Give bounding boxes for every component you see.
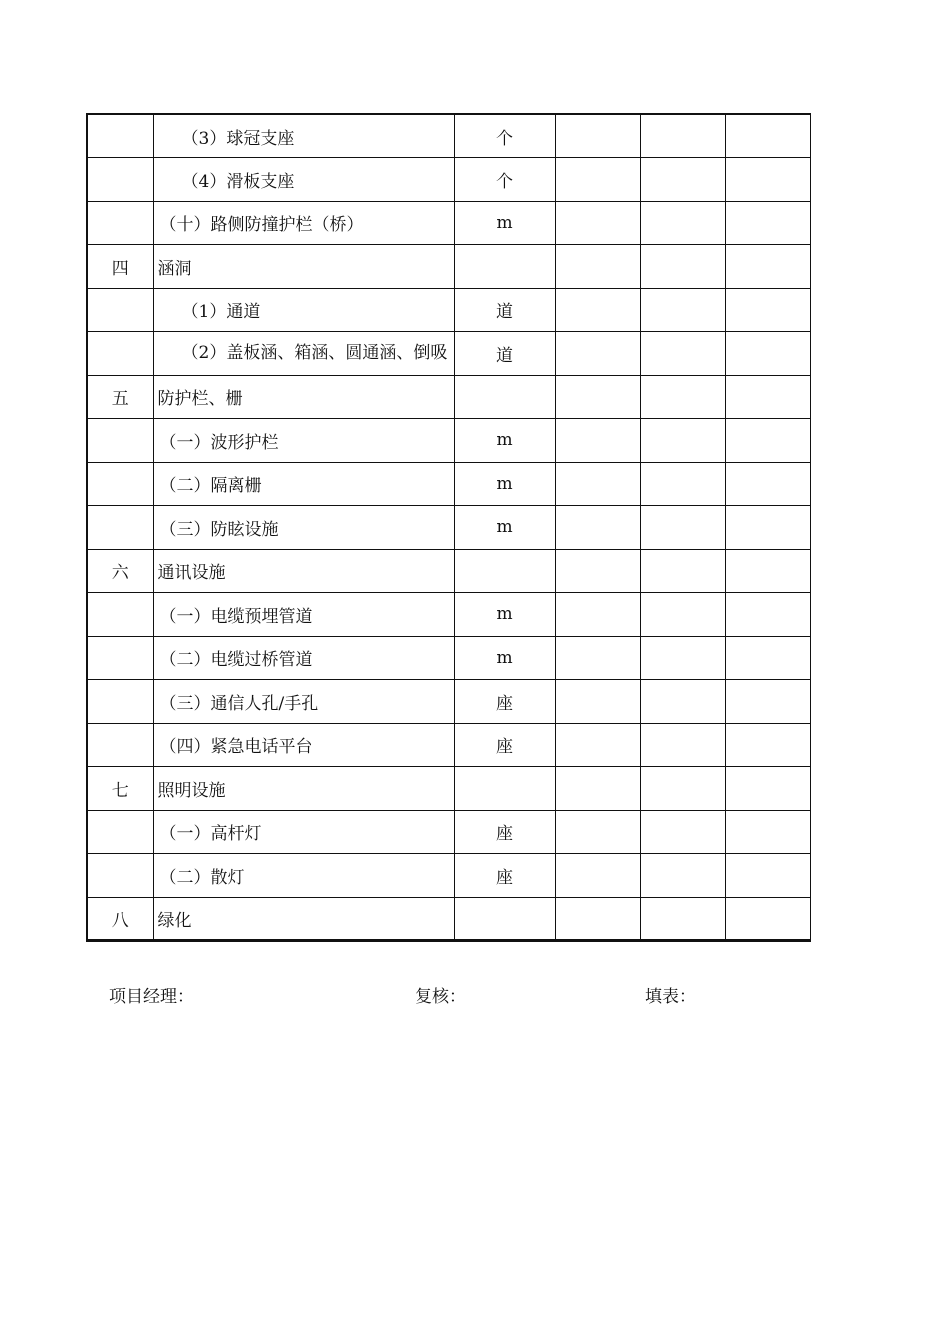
value-cell-3 bbox=[725, 636, 810, 680]
value-cell-2 bbox=[640, 810, 725, 854]
table-row bbox=[87, 158, 810, 202]
row-number-cell bbox=[87, 201, 153, 245]
value-cell-1 bbox=[555, 636, 640, 680]
row-number-cell bbox=[87, 723, 153, 767]
quantity-table bbox=[86, 113, 811, 942]
value-cell-2 bbox=[640, 332, 725, 376]
table-row bbox=[87, 897, 810, 941]
value-cell-2 bbox=[640, 462, 725, 506]
unit-cell bbox=[454, 549, 555, 593]
table-row bbox=[87, 114, 810, 158]
value-cell-2 bbox=[640, 419, 725, 463]
table-row bbox=[87, 680, 810, 724]
row-number-cell bbox=[87, 636, 153, 680]
unit-cell: 道 bbox=[454, 332, 555, 376]
value-cell-1 bbox=[555, 245, 640, 289]
item-name-cell: （一）电缆预埋管道 bbox=[153, 593, 454, 637]
value-cell-3 bbox=[725, 680, 810, 724]
value-cell-2 bbox=[640, 506, 725, 550]
row-number-cell bbox=[87, 158, 153, 202]
unit-cell bbox=[454, 375, 555, 419]
value-cell-2 bbox=[640, 375, 725, 419]
table-row bbox=[87, 854, 810, 898]
reviewer-label: 复核： bbox=[415, 987, 466, 1007]
unit-cell: 座 bbox=[454, 680, 555, 724]
value-cell-1 bbox=[555, 375, 640, 419]
value-cell-3 bbox=[725, 723, 810, 767]
value-cell-3 bbox=[725, 201, 810, 245]
item-name-cell: （4）滑板支座 bbox=[153, 158, 454, 202]
value-cell-1 bbox=[555, 158, 640, 202]
value-cell-3 bbox=[725, 897, 810, 941]
value-cell-3 bbox=[725, 854, 810, 898]
row-number-cell: 八 bbox=[87, 897, 153, 941]
value-cell-1 bbox=[555, 419, 640, 463]
table-row bbox=[87, 767, 810, 811]
table-row bbox=[87, 419, 810, 463]
table-row bbox=[87, 288, 810, 332]
unit-cell bbox=[454, 245, 555, 289]
unit-cell: 座 bbox=[454, 854, 555, 898]
row-number-cell: 六 bbox=[87, 549, 153, 593]
unit-cell: m bbox=[454, 462, 555, 506]
value-cell-1 bbox=[555, 897, 640, 941]
value-cell-3 bbox=[725, 810, 810, 854]
unit-cell: 道 bbox=[454, 288, 555, 332]
table-body bbox=[87, 114, 810, 941]
item-name-cell: 照明设施 bbox=[153, 767, 454, 811]
value-cell-1 bbox=[555, 854, 640, 898]
table-row bbox=[87, 549, 810, 593]
value-cell-2 bbox=[640, 767, 725, 811]
value-cell-2 bbox=[640, 114, 725, 158]
value-cell-1 bbox=[555, 201, 640, 245]
value-cell-3 bbox=[725, 462, 810, 506]
table-row bbox=[87, 810, 810, 854]
unit-cell: m bbox=[454, 636, 555, 680]
row-number-cell bbox=[87, 680, 153, 724]
row-number-cell bbox=[87, 810, 153, 854]
value-cell-3 bbox=[725, 506, 810, 550]
unit-cell bbox=[454, 767, 555, 811]
item-name-cell: （二）隔离栅 bbox=[153, 462, 454, 506]
value-cell-1 bbox=[555, 593, 640, 637]
value-cell-3 bbox=[725, 332, 810, 376]
value-cell-2 bbox=[640, 636, 725, 680]
row-number-cell bbox=[87, 854, 153, 898]
row-number-cell bbox=[87, 114, 153, 158]
value-cell-2 bbox=[640, 897, 725, 941]
value-cell-1 bbox=[555, 680, 640, 724]
item-name-cell: （二）散灯 bbox=[153, 854, 454, 898]
row-number-cell bbox=[87, 506, 153, 550]
project-manager-label: 项目经理： bbox=[109, 987, 194, 1007]
row-number-cell: 四 bbox=[87, 245, 153, 289]
item-name-cell: （2）盖板涵、箱涵、圆通涵、倒吸 bbox=[153, 332, 454, 376]
value-cell-1 bbox=[555, 723, 640, 767]
value-cell-3 bbox=[725, 288, 810, 332]
item-name-cell: （一）波形护栏 bbox=[153, 419, 454, 463]
value-cell-2 bbox=[640, 158, 725, 202]
unit-cell: 个 bbox=[454, 158, 555, 202]
table-row bbox=[87, 636, 810, 680]
value-cell-2 bbox=[640, 549, 725, 593]
value-cell-1 bbox=[555, 549, 640, 593]
row-number-cell: 七 bbox=[87, 767, 153, 811]
table-row bbox=[87, 375, 810, 419]
item-name-cell: 通讯设施 bbox=[153, 549, 454, 593]
row-number-cell bbox=[87, 288, 153, 332]
row-number-cell bbox=[87, 419, 153, 463]
row-number-cell bbox=[87, 593, 153, 637]
value-cell-3 bbox=[725, 549, 810, 593]
value-cell-3 bbox=[725, 375, 810, 419]
filler-label: 填表： bbox=[645, 987, 696, 1007]
value-cell-1 bbox=[555, 332, 640, 376]
table-row bbox=[87, 245, 810, 289]
item-name-cell: （二）电缆过桥管道 bbox=[153, 636, 454, 680]
value-cell-3 bbox=[725, 593, 810, 637]
unit-cell bbox=[454, 897, 555, 941]
unit-cell: 座 bbox=[454, 723, 555, 767]
item-name-cell: 涵洞 bbox=[153, 245, 454, 289]
value-cell-1 bbox=[555, 462, 640, 506]
table-row bbox=[87, 332, 810, 376]
row-number-cell bbox=[87, 462, 153, 506]
unit-cell: m bbox=[454, 593, 555, 637]
item-name-cell: （四）紧急电话平台 bbox=[153, 723, 454, 767]
value-cell-1 bbox=[555, 288, 640, 332]
unit-cell: 座 bbox=[454, 810, 555, 854]
item-name-cell: （三）防眩设施 bbox=[153, 506, 454, 550]
value-cell-1 bbox=[555, 506, 640, 550]
table-row bbox=[87, 506, 810, 550]
value-cell-2 bbox=[640, 723, 725, 767]
item-name-cell: （三）通信人孔/手孔 bbox=[153, 680, 454, 724]
value-cell-2 bbox=[640, 201, 725, 245]
item-name-cell: （一）高杆灯 bbox=[153, 810, 454, 854]
unit-cell: m bbox=[454, 506, 555, 550]
item-name-cell: 绿化 bbox=[153, 897, 454, 941]
value-cell-3 bbox=[725, 767, 810, 811]
value-cell-2 bbox=[640, 854, 725, 898]
unit-cell: m bbox=[454, 201, 555, 245]
value-cell-2 bbox=[640, 593, 725, 637]
item-name-cell: 防护栏、栅 bbox=[153, 375, 454, 419]
value-cell-2 bbox=[640, 288, 725, 332]
table-row bbox=[87, 593, 810, 637]
item-name-cell: （3）球冠支座 bbox=[153, 114, 454, 158]
value-cell-1 bbox=[555, 810, 640, 854]
table-row bbox=[87, 201, 810, 245]
item-name-cell: （十）路侧防撞护栏（桥） bbox=[153, 201, 454, 245]
unit-cell: 个 bbox=[454, 114, 555, 158]
value-cell-1 bbox=[555, 114, 640, 158]
value-cell-2 bbox=[640, 245, 725, 289]
item-name-cell: （1）通道 bbox=[153, 288, 454, 332]
row-number-cell bbox=[87, 332, 153, 376]
table-row bbox=[87, 462, 810, 506]
value-cell-3 bbox=[725, 419, 810, 463]
value-cell-3 bbox=[725, 245, 810, 289]
value-cell-3 bbox=[725, 114, 810, 158]
value-cell-2 bbox=[640, 680, 725, 724]
row-number-cell: 五 bbox=[87, 375, 153, 419]
value-cell-3 bbox=[725, 158, 810, 202]
value-cell-1 bbox=[555, 767, 640, 811]
table-row bbox=[87, 723, 810, 767]
unit-cell: m bbox=[454, 419, 555, 463]
